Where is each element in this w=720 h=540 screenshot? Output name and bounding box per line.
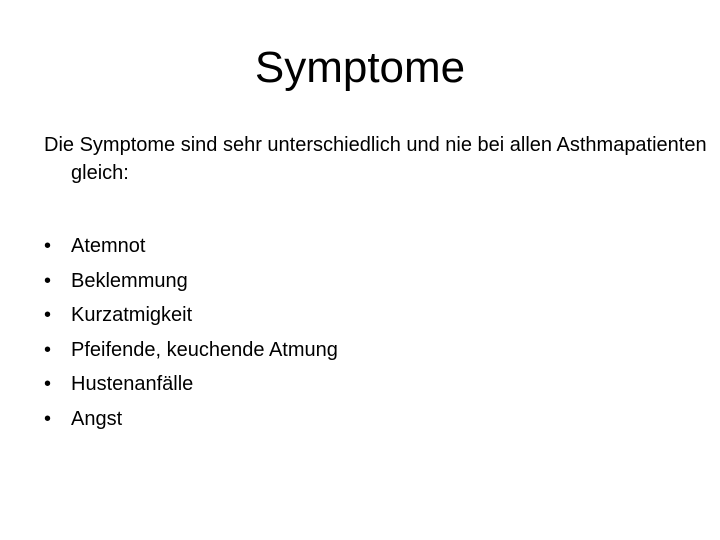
bullet-icon: •: [44, 338, 52, 361]
list-item: [44, 229, 338, 264]
list-item: [44, 402, 338, 437]
list-item: [44, 333, 338, 368]
list-item-label: Beklemmung: [71, 269, 188, 292]
list-item-label: Atemnot: [71, 235, 146, 257]
bullet-icon: •: [44, 269, 52, 292]
bullet-icon: •: [44, 373, 52, 395]
slide-title: Symptome: [254, 43, 466, 92]
list-item-label: Pfeifende, keuchende Atmung: [71, 338, 338, 361]
list-item: [44, 367, 338, 402]
intro-paragraph: Die Symptome sind sehr unterschiedlich und nie bei allen Asthmapatienten gleich:: [44, 134, 707, 184]
bullet-icon: •: [44, 407, 52, 430]
list-item-label: Angst: [71, 407, 123, 430]
list-item: [44, 264, 338, 299]
bullet-icon: •: [44, 304, 52, 326]
list-item: [44, 298, 338, 333]
list-item-label: Kurzatmigkeit: [71, 304, 193, 326]
list-item-label: Hustenanfälle: [71, 373, 194, 395]
bullet-icon: •: [44, 235, 52, 257]
symptom-list: [44, 229, 338, 436]
